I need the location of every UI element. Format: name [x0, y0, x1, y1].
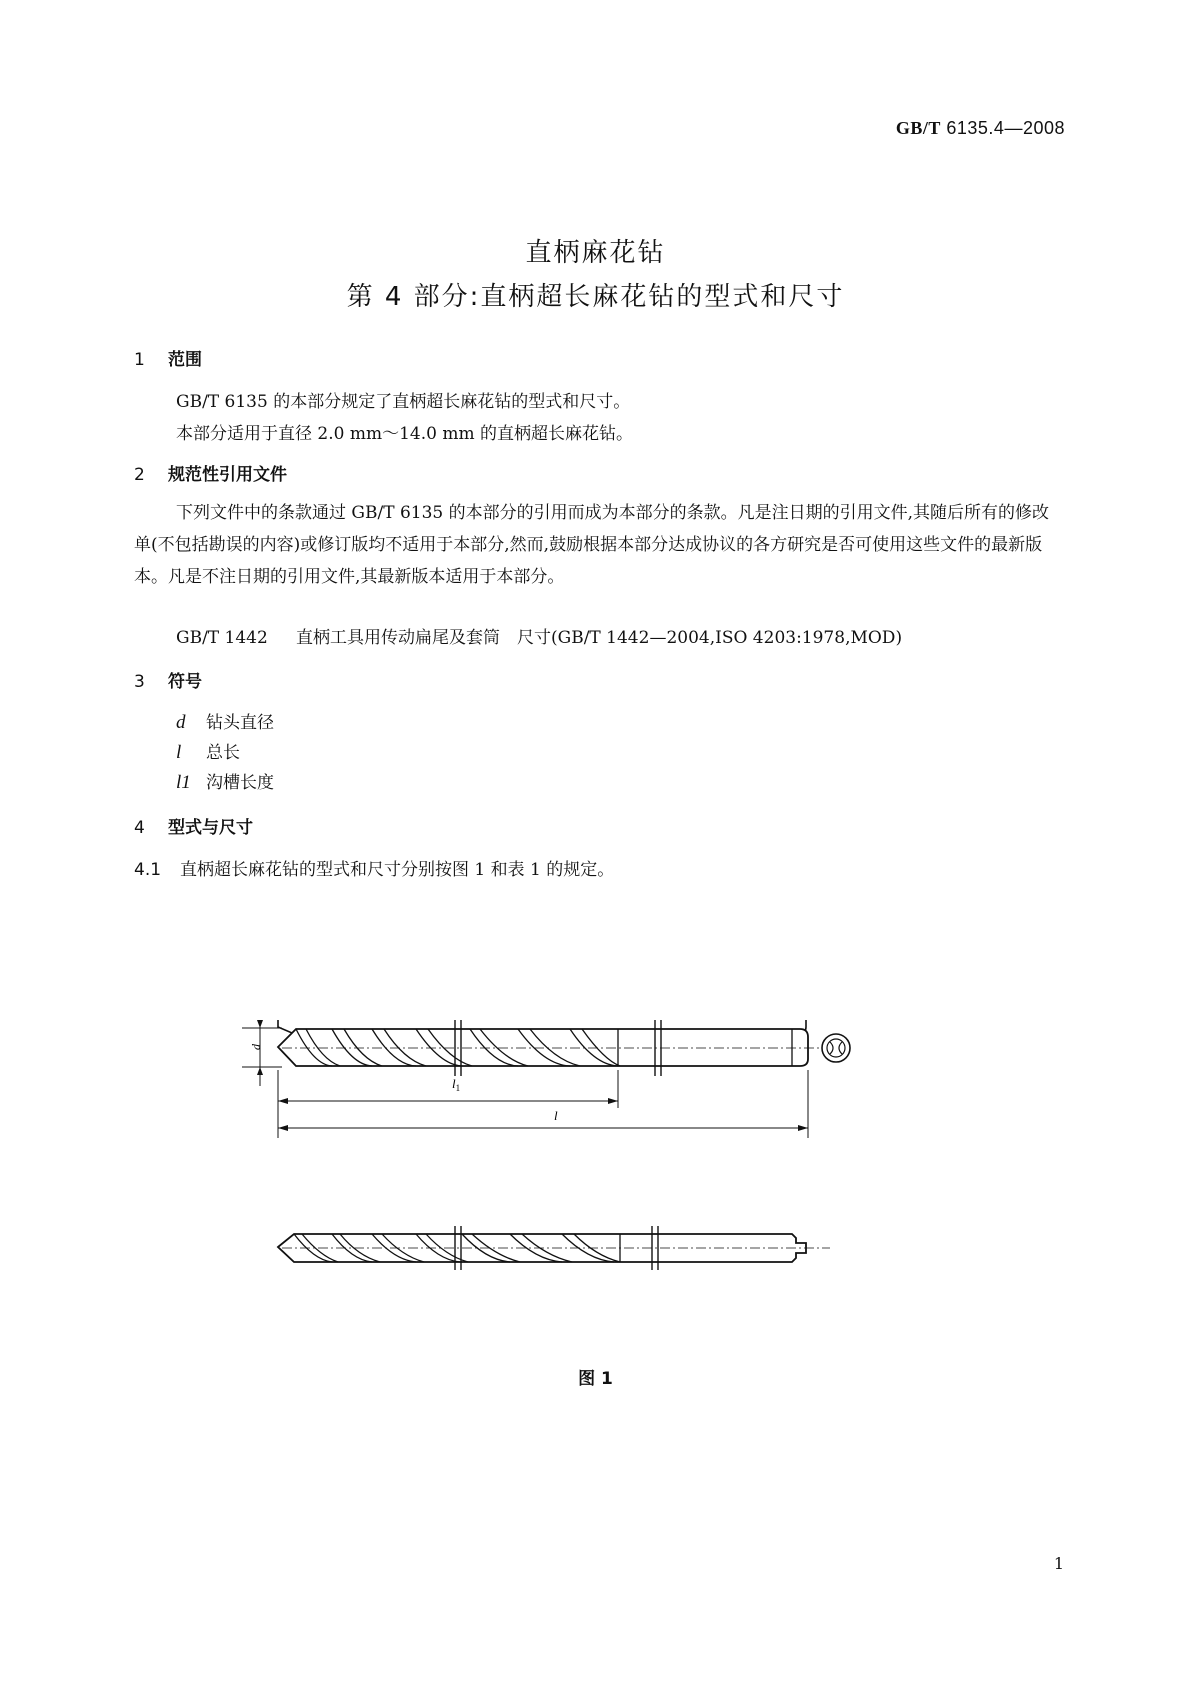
- dimension-label-l1: $l_1$: [452, 1076, 461, 1093]
- paragraph: 本部分适用于直径 2.0 mm～14.0 mm 的直柄超长麻花钻。: [176, 424, 633, 444]
- section-heading-scope: [134, 345, 202, 370]
- section-heading-type-and-dimensions: [134, 813, 253, 838]
- section-number: 1: [134, 350, 145, 370]
- symbol-description: 沟槽长度: [206, 773, 274, 793]
- reference-title: 直柄工具用传动扁尾及套筒 尺寸(GB/T 1442—2004,ISO 4203:1978,MOD): [296, 628, 903, 648]
- section-title: 规范性引用文件: [168, 465, 287, 485]
- document-subtitle: 第 4 部分:直柄超长麻花钻的型式和尺寸: [346, 282, 845, 312]
- symbol: l: [176, 742, 182, 763]
- clause-text: 直柄超长麻花钻的型式和尺寸分别按图 1 和表 1 的规定。: [180, 860, 615, 880]
- clause-number: 4.1: [134, 860, 162, 880]
- section-number: 3: [134, 672, 145, 692]
- drill-top-view: [278, 1226, 830, 1270]
- symbol-entry: [176, 708, 274, 734]
- section-heading-normative-references: [134, 460, 287, 485]
- page-number: 1: [1053, 1554, 1064, 1573]
- symbol-description: 钻头直径: [206, 713, 274, 733]
- symbol-entry: [176, 738, 240, 764]
- paragraph: 下列文件中的条款通过 GB/T 6135 的本部分的引用而成为本部分的条款。凡是注日期的引用文件,其随后所有的修改单(不包括勘误的内容)或修订版均不适用于本部分,然而,鼓励根据本部分达成协议的各方研究是否可使用这些文件的最新版本。凡是不注日期的引用文件,其最新版本适用于本部分。: [134, 503, 1050, 587]
- symbol: l1: [176, 772, 191, 793]
- standard-prefix: GB/T: [895, 118, 941, 138]
- symbol-entry: [176, 768, 274, 794]
- reference-code: GB/T 1442: [176, 628, 268, 648]
- clause-4-1: [134, 855, 614, 880]
- section-number: 4: [134, 818, 145, 838]
- document-title: 直柄麻花钻: [525, 238, 666, 268]
- figure-caption: 图 1: [578, 1369, 613, 1389]
- dimension-label-l: l: [554, 1108, 558, 1123]
- symbol: d: [176, 712, 186, 733]
- figure-drill-drawing: [240, 1020, 880, 1340]
- section-title: 符号: [168, 672, 202, 692]
- standard-code: 6135.4—2008: [946, 118, 1065, 138]
- section-title: 型式与尺寸: [168, 818, 253, 838]
- reference-entry: [176, 623, 902, 648]
- section-heading-symbols: [134, 667, 202, 692]
- section-number: 2: [134, 465, 145, 485]
- symbol-description: 总长: [206, 743, 240, 763]
- paragraph: GB/T 6135 的本部分规定了直柄超长麻花钻的型式和尺寸。: [176, 392, 631, 412]
- standard-number: [896, 118, 1065, 139]
- section-title: 范围: [168, 350, 202, 370]
- dimension-label-d: d: [249, 1044, 263, 1050]
